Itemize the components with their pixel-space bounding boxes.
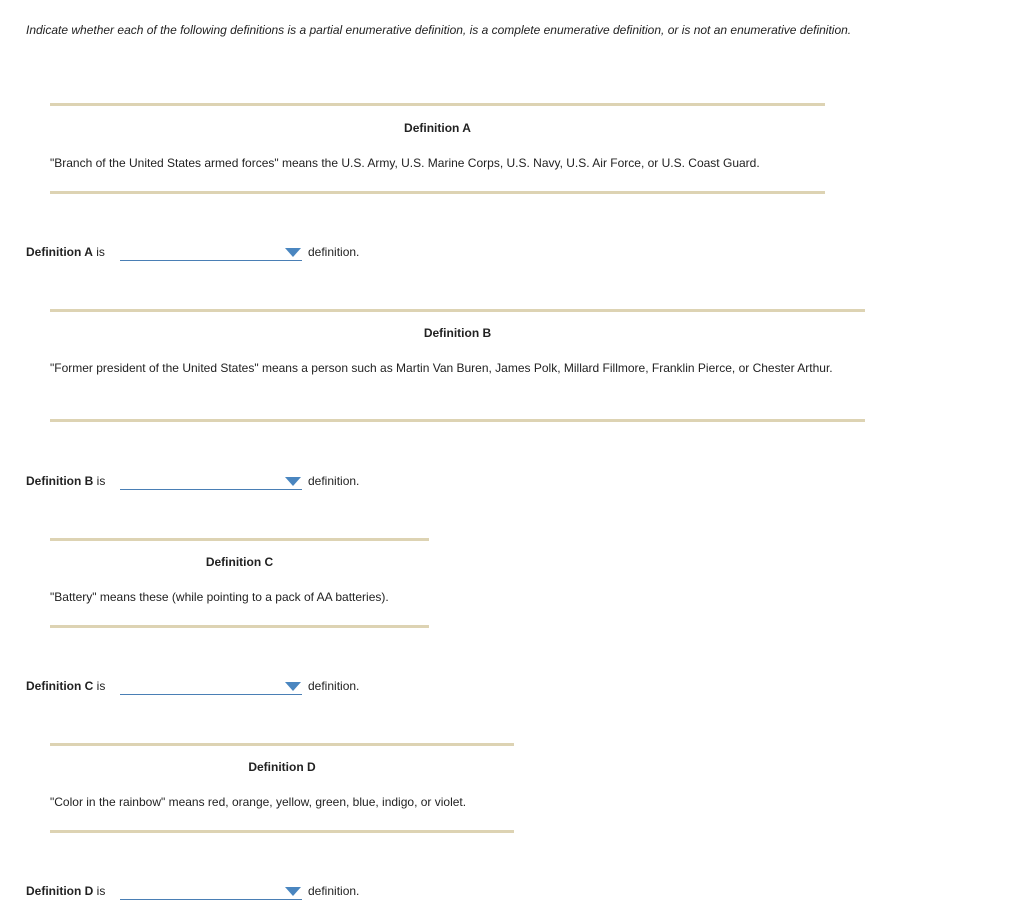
- definition-c-dropdown[interactable]: [120, 678, 302, 695]
- definition-a-dropdown[interactable]: [120, 244, 302, 261]
- definition-a-box: [50, 103, 825, 194]
- definition-c-answer-label: Definition C is: [26, 679, 106, 693]
- definition-c-text: "Battery" means these (while pointing to a pack of AA batteries).: [50, 590, 389, 604]
- definition-a-title: Definition A: [404, 121, 471, 135]
- chevron-down-icon[interactable]: [285, 887, 301, 896]
- instructions: Indicate whether each of the following definitions is a partial enumerative definition, is a complete enumerative definition, or is not an enumerative definition.: [26, 23, 852, 37]
- definition-b-title: Definition B: [423, 326, 492, 340]
- definition-d-answer-label: Definition D is: [26, 884, 106, 898]
- chevron-down-icon[interactable]: [285, 248, 301, 257]
- chevron-down-icon[interactable]: [285, 477, 301, 486]
- definition-b-dropdown[interactable]: [120, 473, 302, 490]
- definition-d-answer-suffix: definition.: [308, 884, 360, 898]
- definition-c-answer-suffix: definition.: [308, 679, 360, 693]
- definition-d-title: Definition D: [248, 760, 316, 774]
- definition-a-answer-label: Definition A is: [26, 245, 105, 259]
- chevron-down-icon[interactable]: [285, 682, 301, 691]
- definition-b-text: "Former president of the United States" means a person such as Martin Van Buren, James Polk, Millard Fillmore, Franklin Pierce, or Chester Arthur.: [50, 361, 833, 375]
- definition-d-text: "Color in the rainbow" means red, orange, yellow, green, blue, indigo, or violet.: [50, 795, 467, 809]
- definition-a-answer-suffix: definition.: [308, 245, 360, 259]
- definition-a-text: "Branch of the United States armed forces" means the U.S. Army, U.S. Marine Corps, U.S. Navy, U.S. Air Force, or U.S. Coast Guard.: [50, 156, 760, 170]
- definition-d-box: [50, 743, 514, 833]
- definition-c-title: Definition C: [205, 555, 274, 569]
- definition-b-answer-label: Definition B is: [26, 474, 106, 488]
- definition-b-answer-suffix: definition.: [308, 474, 360, 488]
- definition-b-box: [50, 309, 865, 422]
- definition-c-box: [50, 538, 429, 628]
- definition-d-dropdown[interactable]: [120, 883, 302, 900]
